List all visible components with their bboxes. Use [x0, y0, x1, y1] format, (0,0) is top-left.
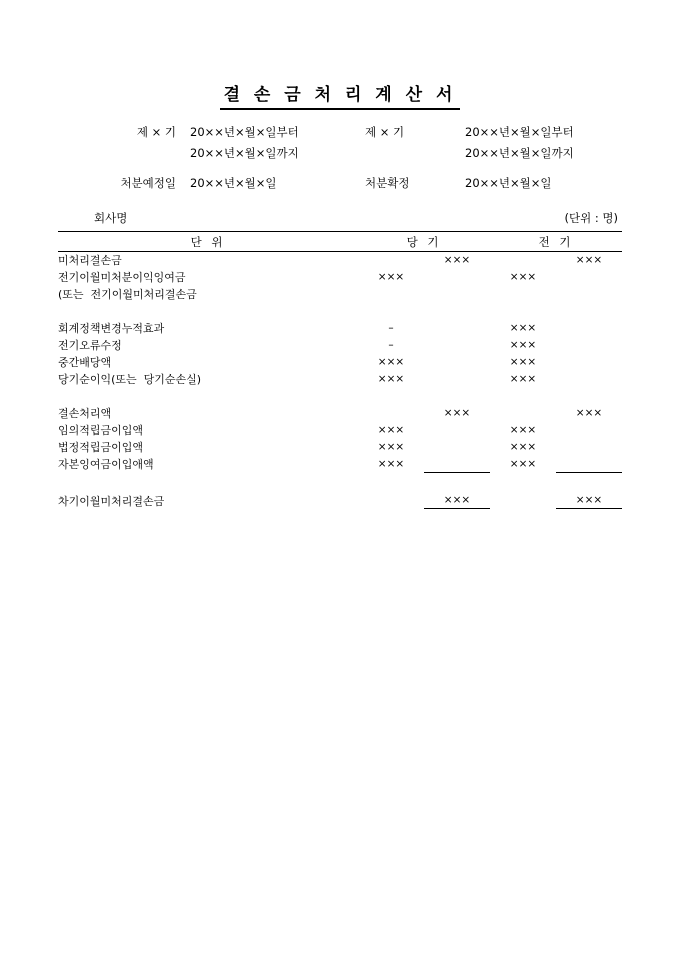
row-previous-a: ×××	[509, 322, 537, 334]
row-current-a: ×××	[377, 424, 405, 436]
row-current-a: ×××	[377, 271, 405, 283]
disposal-confirm-label: 처분확정	[365, 176, 410, 190]
row-current-b	[424, 320, 490, 337]
row-current-b	[424, 269, 490, 286]
row-previous-b: ×××	[575, 407, 603, 419]
spacer-row	[58, 473, 622, 490]
statement-table	[58, 231, 622, 509]
period-row	[0, 175, 680, 196]
period-left-label: 제 × 기	[136, 125, 176, 139]
row-label: 미처리결손금	[58, 254, 122, 268]
row-current-a: ×××	[377, 356, 405, 368]
column-header-previous: 전 기	[490, 232, 622, 252]
total-label: 차기이월미처리결손금	[58, 494, 165, 508]
row-previous-b: ×××	[575, 254, 603, 267]
row-label: (또는 전기이월미처리결손금	[58, 288, 197, 301]
row-previous-a	[490, 286, 556, 303]
row-current-a: ×××	[377, 441, 405, 453]
period-row	[0, 145, 680, 166]
row-current-b: ×××	[443, 407, 471, 419]
row-current-a	[358, 286, 424, 303]
row-previous-a: ×××	[509, 424, 537, 436]
table-row	[58, 286, 622, 303]
row-current-a: ×××	[377, 458, 405, 470]
table-row	[58, 405, 622, 422]
period-right-value: 20××년×월×일까지	[465, 146, 574, 160]
period-header	[0, 124, 680, 196]
total-previous: ×××	[556, 490, 622, 509]
row-current-b	[424, 456, 490, 473]
row-label: 결손처리액	[58, 407, 112, 420]
page-title-text: 결 손 금 처 리 계 산 서	[220, 80, 461, 110]
row-label: 전기오류수정	[58, 339, 122, 352]
company-name-label: 회사명	[94, 211, 128, 225]
row-current-a: –	[388, 339, 394, 351]
row-current-a: ×××	[377, 373, 405, 385]
disposal-confirm-value: 20××년×월×일	[465, 176, 552, 190]
table-row	[58, 269, 622, 286]
row-previous-b	[556, 422, 622, 439]
period-row	[0, 124, 680, 145]
disposal-date-value: 20××년×월×일	[190, 176, 277, 190]
period-right-value: 20××년×월×일부터	[465, 125, 574, 139]
spacer-row	[58, 303, 622, 320]
row-label: 회계정책변경누적효과	[58, 322, 165, 335]
row-current-a	[358, 252, 424, 269]
row-label: 중간배당액	[58, 356, 112, 369]
row-previous-b	[556, 456, 622, 473]
row-previous-a: ×××	[509, 373, 537, 385]
row-previous-a: ×××	[509, 356, 537, 368]
company-unit-row	[58, 210, 622, 226]
row-current-b	[424, 439, 490, 456]
row-current-a: –	[388, 322, 394, 334]
row-current-b	[424, 422, 490, 439]
period-left-value: 20××년×월×일까지	[190, 146, 299, 160]
table-row	[58, 252, 622, 269]
table-header-row	[58, 232, 622, 252]
period-left-value: 20××년×월×일부터	[190, 125, 299, 139]
row-previous-a: ×××	[509, 441, 537, 453]
table-row	[58, 337, 622, 354]
row-previous-b	[556, 320, 622, 337]
row-previous-b	[556, 269, 622, 286]
row-previous-a: ×××	[509, 458, 537, 470]
spacer-row	[58, 388, 622, 405]
row-current-b	[424, 354, 490, 371]
column-header-item: 단 위	[58, 232, 358, 252]
total-current: ×××	[424, 490, 490, 509]
row-label: 자본잉여금이입애액	[58, 458, 154, 471]
table-row	[58, 456, 622, 473]
row-previous-a	[490, 405, 556, 422]
row-label: 전기이월미처분이익잉여금	[58, 271, 186, 284]
row-previous-b	[556, 439, 622, 456]
row-previous-a: ×××	[509, 271, 537, 283]
row-previous-b	[556, 371, 622, 388]
row-current-b	[424, 337, 490, 354]
table-row	[58, 371, 622, 388]
row-current-b	[424, 286, 490, 303]
row-current-a	[358, 405, 424, 422]
column-header-current: 당 기	[358, 232, 490, 252]
table-row	[58, 439, 622, 456]
period-right-label: 제 × 기	[365, 125, 405, 139]
table-row	[58, 320, 622, 337]
row-label: 법정적립금이입액	[58, 441, 144, 454]
row-previous-a	[490, 252, 556, 269]
row-current-b: ×××	[443, 254, 471, 267]
unit-note: (단위 : 명)	[564, 211, 618, 225]
table-row	[58, 354, 622, 371]
row-previous-b	[556, 286, 622, 303]
table-row	[58, 422, 622, 439]
row-label: 당기순이익(또는 당기순손실)	[58, 373, 202, 386]
disposal-date-label: 처분예정일	[120, 176, 176, 190]
row-label: 임의적립금이입액	[58, 424, 144, 437]
page-title	[0, 80, 680, 110]
row-current-b	[424, 371, 490, 388]
table-total-row	[58, 490, 622, 509]
row-previous-a: ×××	[509, 339, 537, 351]
row-previous-b	[556, 337, 622, 354]
row-previous-b	[556, 354, 622, 371]
